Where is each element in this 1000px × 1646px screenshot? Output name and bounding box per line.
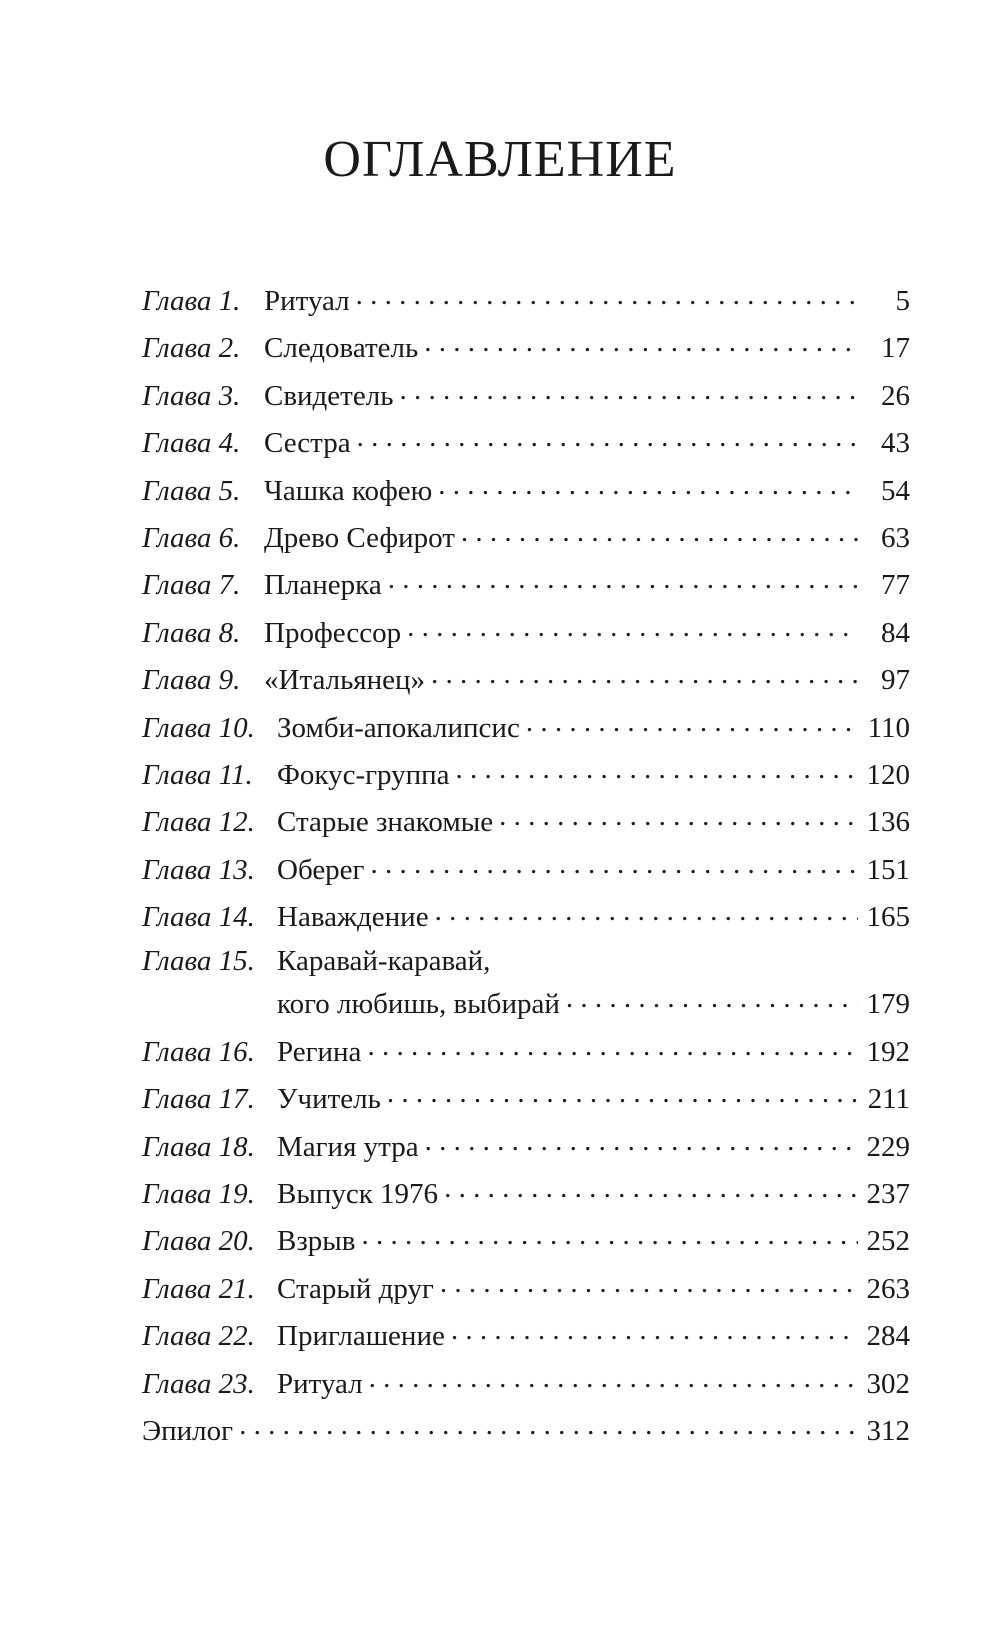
page-number: 237: [866, 1178, 910, 1211]
page-number: 17: [881, 332, 910, 365]
chapter-label: Глава 15.: [142, 945, 255, 978]
page-number: 211: [867, 1083, 910, 1116]
toc-entry[interactable]: [142, 468, 910, 515]
toc-entry[interactable]: [142, 1218, 910, 1265]
chapter-label: Глава 19.: [142, 1178, 255, 1211]
dot-leader: [370, 850, 858, 879]
chapter-title: Приглашение: [277, 1320, 445, 1353]
dot-leader: [357, 423, 858, 452]
page-number: 97: [881, 664, 910, 697]
chapter-title: Следователь: [264, 332, 419, 365]
toc-entry[interactable]: [142, 610, 910, 657]
chapter-label: Глава 6.: [142, 521, 241, 554]
chapter-label: Глава 21.: [142, 1272, 255, 1305]
toc-entry-epilogue[interactable]: [142, 1408, 910, 1455]
page-number: 192: [866, 1035, 910, 1068]
chapter-label: Глава 10.: [142, 711, 255, 744]
toc-entry[interactable]: [142, 278, 910, 325]
dot-leader: [444, 1174, 858, 1203]
chapter-label: Глава 12.: [142, 806, 255, 839]
page-number: 26: [881, 379, 910, 412]
dot-leader: [425, 1127, 858, 1156]
chapter-title: «Итальянец»: [264, 664, 426, 697]
page-number: 120: [866, 758, 910, 791]
chapter-label: Глава 14.: [142, 901, 255, 934]
dot-leader: [431, 660, 858, 689]
chapter-label: Глава 9.: [142, 664, 241, 697]
toc-entry[interactable]: [142, 562, 910, 609]
dot-leader: [367, 1032, 858, 1061]
chapter-label: Глава 17.: [142, 1083, 255, 1116]
chapter-title: Древо Сефирот: [264, 521, 455, 554]
toc-entry[interactable]: [142, 799, 910, 846]
chapter-label: Глава 22.: [142, 1320, 255, 1353]
chapter-label: Глава 4.: [142, 427, 241, 460]
chapter-title: Сестра: [264, 427, 351, 460]
dot-leader: [566, 984, 858, 1013]
chapter-title: Старый друг: [277, 1272, 434, 1305]
page-number: 63: [881, 521, 910, 554]
toc-entry[interactable]: [142, 941, 910, 981]
chapter-label: Глава 1.: [142, 285, 241, 317]
page-number: 54: [881, 474, 910, 507]
chapter-label: Глава 23.: [142, 1367, 255, 1400]
toc-entry[interactable]: [142, 1313, 910, 1360]
chapter-title: Зомби-апокалипсис: [277, 711, 520, 744]
page-title: ОГЛАВЛЕНИЕ: [323, 131, 677, 188]
chapter-title: Свидетель: [264, 379, 394, 412]
chapter-title: Учитель: [277, 1083, 381, 1116]
toc-entry[interactable]: [142, 894, 910, 941]
dot-leader: [387, 1079, 858, 1108]
toc-entry[interactable]: [142, 373, 910, 420]
chapter-title: Ритуал: [264, 285, 350, 317]
toc-entry[interactable]: [142, 752, 910, 799]
toc-entry[interactable]: [142, 657, 910, 704]
page-number: 77: [881, 569, 910, 602]
chapter-label: Глава 20.: [142, 1225, 255, 1258]
chapter-title-line1: Каравай-каравай,: [277, 945, 491, 978]
dot-leader: [239, 1411, 858, 1440]
toc-entry[interactable]: [142, 420, 910, 467]
dot-leader: [424, 328, 858, 357]
chapter-label: Глава 13.: [142, 853, 255, 886]
chapter-label: Глава 3.: [142, 379, 241, 412]
dot-leader: [438, 471, 858, 500]
dot-leader: [369, 1364, 858, 1393]
page-number: 284: [866, 1320, 910, 1353]
dot-leader: [356, 281, 858, 310]
chapter-title: Магия утра: [277, 1130, 419, 1163]
chapter-title-line2: кого любишь, выбирай: [277, 988, 560, 1021]
page-number: 136: [866, 806, 910, 839]
page-number: 165: [866, 901, 910, 934]
page-number: 84: [881, 616, 910, 649]
chapter-title: Профессор: [264, 616, 402, 649]
page-number: 263: [866, 1272, 910, 1305]
toc-entry[interactable]: [142, 847, 910, 894]
page-number: 43: [881, 427, 910, 460]
page-number: 5: [895, 285, 910, 317]
epilogue-title: Эпилог: [142, 1414, 234, 1447]
chapter-title: Наваждение: [277, 901, 429, 934]
chapter-title: Ритуал: [277, 1367, 363, 1400]
dot-leader: [461, 518, 858, 547]
page-number: 312: [866, 1414, 910, 1447]
toc-entry[interactable]: [142, 705, 910, 752]
chapter-title: Старые знакомые: [277, 806, 494, 839]
dot-leader: [407, 613, 858, 642]
table-of-contents: [142, 278, 910, 1455]
toc-entry[interactable]: [142, 1361, 910, 1408]
chapter-label: Глава 2.: [142, 332, 241, 365]
dot-leader: [388, 565, 858, 594]
chapter-title: Взрыв: [277, 1225, 356, 1258]
toc-entry[interactable]: [142, 325, 910, 372]
dot-leader: [451, 1316, 858, 1345]
page-number: 229: [866, 1130, 910, 1163]
chapter-title: Чашка кофею: [264, 474, 433, 507]
chapter-title: Планерка: [264, 569, 382, 602]
dot-leader: [440, 1269, 858, 1298]
dot-leader: [456, 755, 858, 784]
chapter-label: Глава 5.: [142, 474, 241, 507]
page-number: 151: [866, 853, 910, 886]
chapter-label: Глава 7.: [142, 569, 241, 602]
chapter-title: Выпуск 1976: [277, 1178, 439, 1211]
page-number: 252: [866, 1225, 910, 1258]
dot-leader: [499, 802, 858, 831]
chapter-label: Глава 8.: [142, 616, 241, 649]
page-number: 110: [867, 711, 910, 744]
toc-entry[interactable]: [142, 1124, 910, 1171]
toc-entry[interactable]: [142, 515, 910, 562]
dot-leader: [361, 1221, 858, 1250]
chapter-title: Оберег: [277, 853, 365, 886]
toc-entry[interactable]: [142, 1266, 910, 1313]
toc-entry-continuation[interactable]: [142, 981, 910, 1028]
chapter-title: Фокус-группа: [277, 758, 450, 791]
chapter-title: Регина: [277, 1035, 362, 1068]
chapter-label: Глава 11.: [142, 758, 253, 791]
dot-leader: [526, 708, 858, 737]
page-number: 179: [866, 988, 910, 1021]
chapter-label: Глава 18.: [142, 1130, 255, 1163]
dot-leader: [435, 897, 858, 926]
toc-entry[interactable]: [142, 1029, 910, 1076]
dot-leader: [399, 376, 858, 405]
toc-entry[interactable]: [142, 1171, 910, 1218]
chapter-label: Глава 16.: [142, 1035, 255, 1068]
toc-entry[interactable]: [142, 1076, 910, 1123]
page-number: 302: [866, 1367, 910, 1400]
